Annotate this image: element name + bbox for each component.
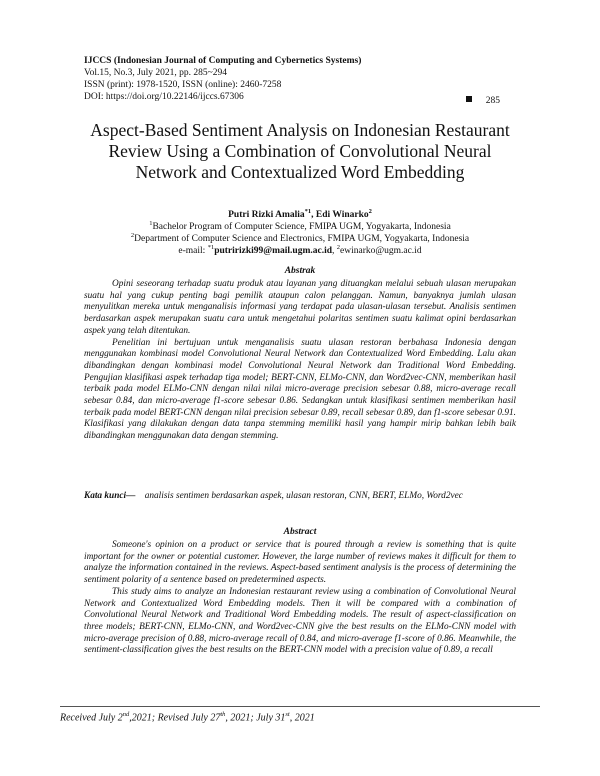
square-bullet-icon (466, 96, 472, 102)
email-link[interactable]: ewinarko@ugm.ac.id (340, 246, 422, 257)
abstract-heading: Abstract (283, 527, 317, 537)
journal-doi: DOI: https://doi.org/10.22146/ijccs.67306 (84, 92, 244, 102)
abstract-paragraph: This study aims to analyze an Indonesian restaurant review using a combination of Convolutional Neural Network and Contextualized Word Embedding models. Then it will be compared with a combination of Convolutional Neural Network and Traditional Word Embedding models. The result of aspect-classification on three models; BERT-CNN, ELMo-CNN, and Word2vec-CNN give the best results on the ELMo-CNN model with micro-average precision of 0.88, micro-average recall of 0.84, and micro-average f1-score of 0.86. Meanwhile, the sentiment-classification gives the best results on the BERT-CNN model with a precision value of 0.89, a recall (84, 586, 516, 656)
footer-divider (60, 706, 540, 707)
affiliation-1: $^1$Bachelor Program of Computer Science, FMIPA UGM, Yogyakarta, Indonesia (149, 220, 451, 233)
abstrak-heading: Abstrak (284, 266, 316, 276)
abstract-paragraph: Someone's opinion on a product or service that is poured through a review is something that is quite important for the owner or potential customer. However, the large number of reviews makes it difficult for them to analyze the information contained in the reviews. Aspect-based sentiment analysis is the process of determining the sentiment polarity of a sentence based on predetermined aspects. (84, 540, 516, 586)
title-line: Aspect-Based Sentiment Analysis on Indonesian Restaurant (90, 120, 510, 140)
email-link[interactable]: putririzki99@mail.ugm.ac.id (214, 246, 333, 257)
affiliation-2: $^2$Department of Computer Science and Electronics, FMIPA UGM, Yogyakarta, Indonesia (130, 232, 470, 245)
abstrak-body (84, 279, 516, 443)
abstrak-paragraph: Opini seseorang terhadap suatu produk atau layanan yang dituangkan melalui sebuah ulasan merupakan suatu hal yang cukup penting bagi pemilik ataupun calon pelanggan. Namun, banyaknya jumlah ulasan menyulitkan mereka untuk menganalisis informasi yang terdapat pada ulasan-ulasan tersebut. Analisis sentimen berdasarkan aspek merupakan suatu cara untuk mengetahui polaritas sentimen suatu kalimat opini berdasarkan aspek yang telah ditentukan. (84, 279, 516, 336)
title-line: Network and Contextualized Word Embedding (135, 162, 465, 182)
abstrak-paragraph: Penelitian ini bertujuan untuk menganalisis suatu ulasan restoran berbahasa Indonesia dengan menggunakan kombinasi model Convolutional Neural Network dan Contextualized Word Embedding. Lalu akan dibandingkan dengan kombinasi model Convolutional Neural Network dan Traditional Word Embedding. Pengujian klasifikasi aspek terhadap tiga model; BERT-CNN, ELMo-CNN, dan Word2vec-CNN, memberikan hasil terbaik pada model ELMo-CNN dengan nilai nilai micro-average precision sebesar 0.88, micro-average recall sebesar 0.84, dan micro-average f1-score sebesar 0.86. Sedangkan untuk klasifikasi sentimen memberikan hasil terbaik pada model BERT-CNN dengan nilai precision sebesar 0.89, recall sebesar 0.89, dan f1-score sebesar 0.91. Klasifikasi yang dilakukan dengan data tanpa stemming memiliki hasil yang hampir mirip bahkan lebih baik dibandingkan menggunakan data dengan stemming. (84, 337, 516, 442)
received-dates: Received July 2nd,2021; Revised July 27th, 2021; July 31st, 2021 (60, 711, 315, 724)
kata-kunci-label: Kata kunci— (84, 491, 136, 501)
author-name: Edi Winarko (315, 210, 369, 221)
kata-kunci (84, 491, 516, 503)
page-number: 285 (466, 96, 500, 106)
journal-name: IJCCS (Indonesian Journal of Computing and Cybernetics Systems) (84, 56, 362, 66)
author-name: Putri Rizki Amalia (228, 210, 305, 221)
kata-kunci-text: analisis sentimen berdasarkan aspek, ulasan restoran, CNN, BERT, ELMo, Word2vec (144, 491, 463, 501)
journal-issn: ISSN (print): 1978-1520, ISSN (online): 2460-7258 (84, 80, 282, 90)
paper-title (60, 120, 540, 183)
author-list: Putri Rizki Amalia$^{*1}$, Edi Winarko$^2$ (228, 208, 372, 221)
title-line: Review Using a Combination of Convolutional Neural (108, 141, 492, 161)
abstract-body (84, 540, 516, 657)
journal-volume: Vol.15, No.3, July 2021, pp. 285~294 (84, 68, 227, 78)
email-line: e-mail: $^{*1}$putririzki99@mail.ugm.ac.id, $^2$ewinarko@ugm.ac.id (178, 244, 422, 257)
